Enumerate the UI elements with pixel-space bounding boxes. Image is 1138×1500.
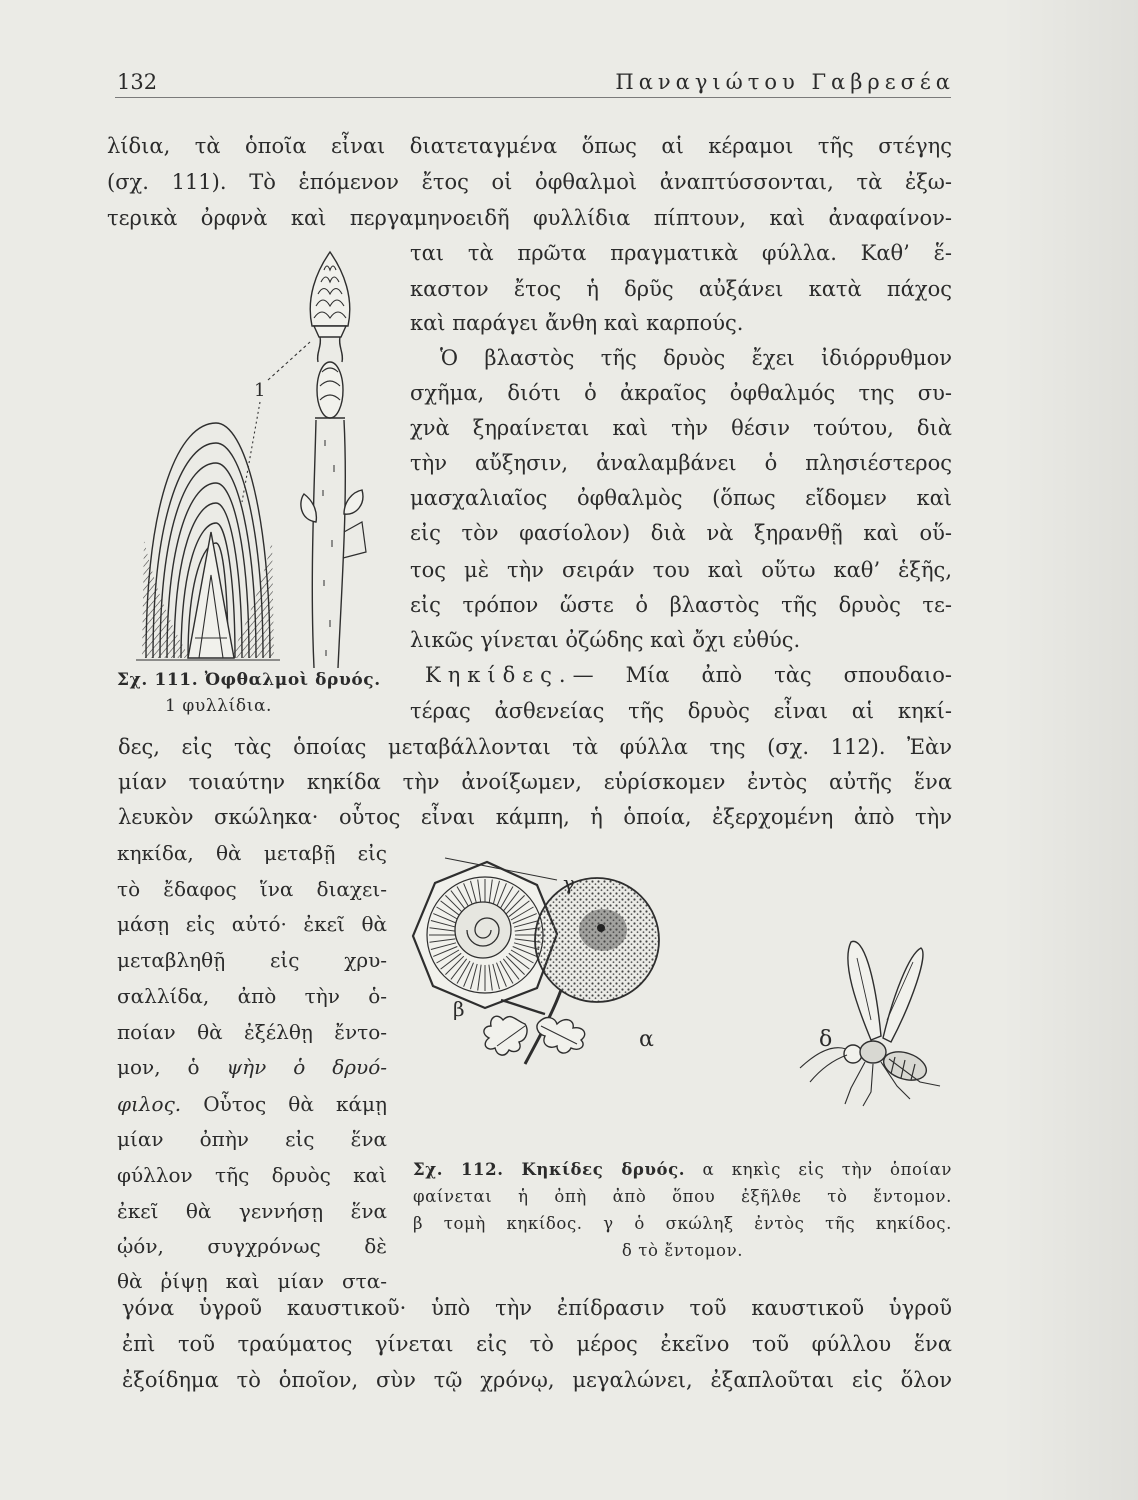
body-text-line: καὶ παράγει ἄνθη καὶ καρπούς. xyxy=(410,311,744,335)
species-name-italic: φιλος. xyxy=(117,1092,182,1116)
species-name-italic: ψὴν ὁ δρυό- xyxy=(226,1055,387,1079)
body-text-line: γόνα ὑγροῦ καυστικοῦ· ὑπὸ τὴν ἐπίδρασιν τοῦ καυστικοῦ ὑγροῦ xyxy=(122,1296,952,1320)
body-text-line: δες, εἰς τὰς ὁποίας μεταβάλλονται τὰ φύλλα της (σχ. 112). Ἐὰν xyxy=(118,735,952,759)
figure-112-label-gamma: γ xyxy=(563,871,575,895)
figure-111-caption: Σχ. 111. Ὀφθαλμοὶ δρυός. xyxy=(117,670,381,690)
body-text-line: μεταβληθῇ εἰς χρυ- xyxy=(117,948,387,972)
figure-112-oak-galls xyxy=(405,850,965,1150)
figure-112-caption-line: φαίνεται ἡ ὀπὴ ἀπὸ ὅπου ἐξῆλθε τὸ ἔντομον. xyxy=(413,1187,952,1206)
body-text-line: ἐξοίδημα τὸ ὁποῖον, σὺν τῷ χρόνῳ, μεγαλώνει, ἐξαπλοῦται εἰς ὅλον xyxy=(122,1368,952,1392)
figure-112-caption-title: Σχ. 112. Κηκίδες δρυός. xyxy=(413,1160,686,1179)
figure-112-label-delta: δ xyxy=(819,1027,833,1052)
oak-twig-drawing xyxy=(301,252,366,668)
page-number: 132 xyxy=(117,70,158,94)
body-text-line xyxy=(117,1049,387,1085)
plain-text: μον, ὁ xyxy=(117,1055,227,1079)
bud-cross-section-drawing xyxy=(136,423,280,660)
body-text-line: χνὰ ξηραίνεται καὶ τὴν θέσιν τούτου, διὰ xyxy=(410,416,952,440)
plain-text: Οὗτος θὰ κάμῃ xyxy=(181,1092,387,1116)
body-text-line: θὰ ῥίψῃ καὶ μίαν στα- xyxy=(117,1269,387,1293)
section-heading-rest: — Μία ἀπὸ τὰς σπουδαιο- xyxy=(572,663,952,687)
body-text-line: ἐπὶ τοῦ τραύματος γίνεται εἰς τὸ μέρος ἐκεῖνο τοῦ φύλλου ἕνα xyxy=(122,1332,952,1356)
caption-text: α κηκὶς εἰς τὴν ὁποίαν xyxy=(685,1160,952,1179)
paragraph-start-line: Ὁ βλαστὸς τῆς δρυὸς ἔχει ἰδιόρρυθμον xyxy=(440,346,952,370)
body-text-line: λίδια, τὰ ὁποῖα εἶναι διατεταγμένα ὅπως αἱ κέραμοι τῆς στέγης xyxy=(107,134,952,158)
body-text-line: τὸ ἔδαφος ἵνα διαχει- xyxy=(117,877,387,901)
body-text-line: ποίαν θὰ ἐξέλθῃ ἔντο- xyxy=(117,1020,387,1044)
figure-111-oak-buds xyxy=(130,240,410,670)
body-text-line: μασχαλιαῖος ὀφθαλμὸς (ὅπως εἴδομεν καὶ xyxy=(410,486,952,510)
header-rule xyxy=(115,97,951,98)
gall-sphere-drawing xyxy=(535,878,659,1002)
section-heading: Κηκίδες. xyxy=(425,663,573,687)
figure-111-label-1: 1 xyxy=(254,380,266,401)
body-text-line: μίαν ὀπὴν εἰς ἕνα xyxy=(117,1127,387,1151)
figure-112-caption-line: β τομὴ κηκίδος. γ ὁ σκώληξ ἐντὸς τῆς κηκίδος. xyxy=(413,1214,952,1233)
gall-wasp-drawing xyxy=(800,941,940,1106)
body-text-line: μίαν τοιαύτην κηκίδα τὴν ἀνοίξωμεν, εὑρίσκομεν ἐντὸς αὐτῆς ἕνα xyxy=(118,770,952,794)
body-text-line: ται τὰ πρῶτα πραγματικὰ φύλλα. Καθ’ ἕ- xyxy=(410,241,952,265)
body-text-line: τὴν αὔξησιν, ἀναλαμβάνει ὁ πλησιέστερος xyxy=(410,451,952,475)
body-text-line: εἰς τὸν φασίολον) διὰ νὰ ξηρανθῇ καὶ οὕ- xyxy=(410,521,952,545)
body-text-line: τος μὲ τὴν σειράν του καὶ οὕτω καθ’ ἑξῆς, xyxy=(410,558,952,582)
body-text-line xyxy=(117,1086,387,1122)
section-heading-line xyxy=(410,657,952,693)
figure-112-label-alpha: α xyxy=(639,1027,654,1052)
body-text-line: σχῆμα, διότι ὁ ἀκραῖος ὀφθαλμός της συ- xyxy=(410,381,952,405)
body-text-line: λικῶς γίνεται ὀζώδης καὶ ὄχι εὐθύς. xyxy=(410,628,801,652)
body-text-line: καστον ἔτος ἡ δρῦς αὐξάνει κατὰ πάχος xyxy=(410,277,952,301)
leader-lines xyxy=(242,342,310,502)
body-text-line: τέρας ἀσθενείας τῆς δρυὸς εἶναι αἱ κηκί- xyxy=(410,699,952,723)
body-text-line: κηκίδα, θὰ μεταβῇ εἰς xyxy=(117,841,387,865)
body-text-line: (σχ. 111). Τὸ ἑπόμενον ἔτος οἱ ὀφθαλμοὶ ἀναπτύσσονται, τὰ ἐξω- xyxy=(107,170,952,194)
body-text-line: φύλλον τῆς δρυὸς καὶ xyxy=(117,1163,387,1187)
body-text-line: ἐκεῖ θὰ γεννήσῃ ἕνα xyxy=(117,1199,387,1223)
running-title: Παναγιώτου Γαβρεσέα xyxy=(615,70,955,94)
body-text-line: μάσῃ εἰς αὐτό· ἐκεῖ θὰ xyxy=(117,912,387,936)
body-text-line: εἰς τρόπον ὥστε ὁ βλαστὸς τῆς δρυὸς τε- xyxy=(410,593,952,617)
figure-111-legend: 1 φυλλίδια. xyxy=(165,696,273,716)
body-text-line: ᾠόν, συγχρόνως δὲ xyxy=(117,1234,387,1258)
body-text-line: τερικὰ ὀρφνὰ καὶ περγαμηνοειδῆ φυλλίδια πίπτουν, καὶ ἀναφαίνον- xyxy=(107,206,952,230)
figure-112-caption-line: δ τὸ ἔντομον. xyxy=(621,1241,744,1260)
body-text-line: λευκὸν σκώληκα· οὗτος εἶναι κάμπη, ἡ ὁποία, ἐξερχομένη ἀπὸ τὴν xyxy=(118,805,952,829)
figure-112-label-beta: β xyxy=(453,997,465,1021)
body-text-line: σαλλίδα, ἀπὸ τὴν ὁ- xyxy=(117,984,387,1008)
figure-112-caption-line xyxy=(413,1157,952,1183)
